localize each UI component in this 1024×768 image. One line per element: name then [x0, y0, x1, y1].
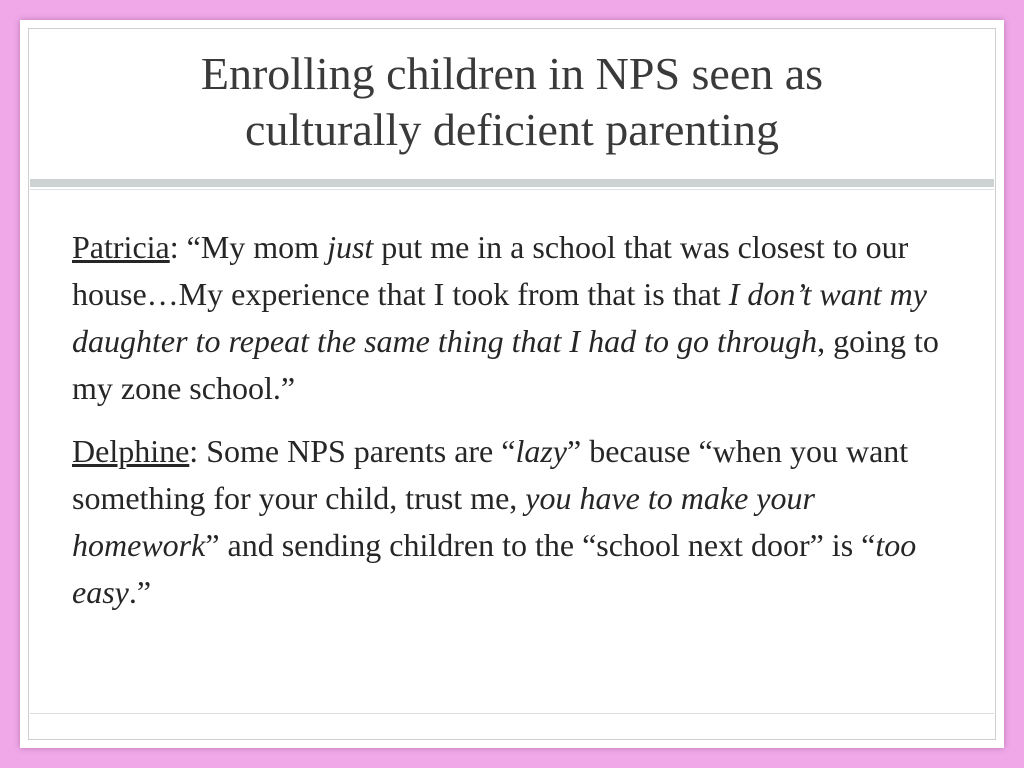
quote-text: : [189, 433, 207, 469]
slide [20, 20, 1004, 748]
bottom-divider [30, 713, 994, 714]
quote-emphasis: I don’t want my daughter to repeat the same thing that I had to go through [72, 276, 927, 359]
title-divider [30, 179, 994, 187]
quote-delphine [72, 428, 962, 616]
quote-text: ” and sending children to the “school next door” is “ [205, 527, 876, 563]
quote-emphasis: lazy [515, 433, 567, 469]
speaker-name: Delphine [72, 433, 190, 469]
quote-text: “My mom [186, 229, 328, 265]
slide-title-line-1: Enrolling children in NPS seen as [200, 48, 824, 99]
quote-text: , going to my zone school.” [72, 323, 939, 406]
quote-text: ” because “when you want something for your child, trust me, [72, 433, 909, 516]
quote-emphasis: too easy [72, 527, 917, 610]
slide-title [20, 46, 1004, 158]
quote-text: : [169, 229, 187, 265]
quote-text: put me in a school that was closest to our house…My experience that I took from that is that [72, 229, 909, 312]
quote-patricia [72, 224, 962, 412]
quote-emphasis: you have to make your homework [72, 480, 815, 563]
quote-text: .” [128, 574, 152, 610]
quote-text: Some NPS parents are “ [206, 433, 516, 469]
title-divider-thin [30, 189, 994, 190]
speaker-name: Patricia [72, 229, 170, 265]
slide-body [72, 224, 962, 632]
quote-emphasis: just [327, 229, 374, 265]
slide-title-line-2: culturally deficient parenting [245, 104, 779, 155]
